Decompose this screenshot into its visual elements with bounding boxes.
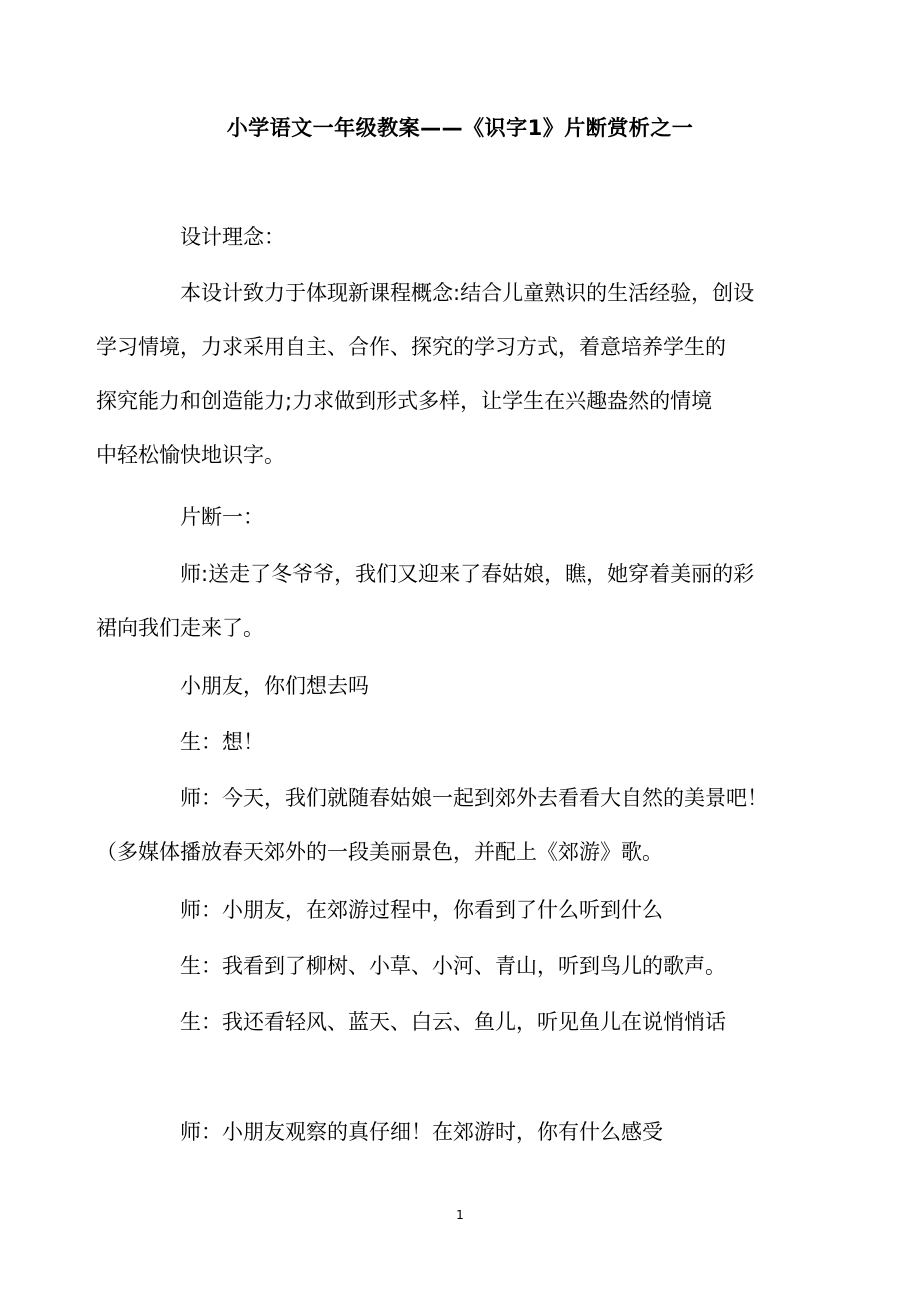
- text-line: 师：小朋友，在郊游过程中，你看到了什么听到什么: [180, 898, 663, 922]
- text-line: 师：小朋友观察的真仔细！在郊游时，你有什么感受: [180, 1120, 663, 1144]
- text-line: 生：想！: [180, 730, 264, 754]
- paragraph-teacher-question: [138, 883, 786, 937]
- paragraph-design-concept: [96, 266, 786, 482]
- text-line: 学习情境，力求采用自主、合作、探究的学习方式，着意培养学生的: [96, 335, 726, 359]
- paragraph-question: [138, 659, 786, 713]
- text-line: 中轻松愉快地识字。: [96, 443, 285, 467]
- text-line: 小朋友，你们想去吗: [180, 674, 369, 698]
- paragraph-teacher-praise: [138, 1105, 786, 1159]
- paragraph-teacher-today: [96, 771, 786, 879]
- text-line: 本设计致力于体现新课程概念:结合儿童熟识的生活经验，创设: [180, 281, 755, 305]
- text-line: 师:送走了冬爷爷，我们又迎来了春姑娘，瞧，她穿着美丽的彩: [180, 562, 755, 586]
- page-number: 1: [456, 1208, 464, 1222]
- paragraph-segment-heading: [138, 490, 786, 544]
- text-line: 裙向我们走来了。: [96, 616, 264, 640]
- text-line: 片断一：: [180, 505, 264, 529]
- document-title: 小学语文一年级教案——《识字1》片断赏析之一: [226, 116, 694, 140]
- paragraph-student-answer: [138, 715, 786, 769]
- text-line: 设计理念：: [180, 225, 285, 249]
- text-line: 师：今天，我们就随春姑娘一起到郊外去看看大自然的美景吧！: [180, 786, 768, 810]
- paragraph-student-answer-2: [138, 995, 786, 1049]
- paragraph-design-concept-heading: [138, 210, 786, 264]
- text-line: 生：我还看轻风、蓝天、白云、鱼儿，听见鱼儿在说悄悄话: [180, 1010, 726, 1034]
- text-line: 生：我看到了柳树、小草、小河、青山，听到鸟儿的歌声。: [180, 954, 726, 978]
- text-line: （多媒体播放春天郊外的一段美丽景色，并配上《郊游》歌。: [96, 840, 663, 864]
- text-line: 探究能力和创造能力;力求做到形式多样，让学生在兴趣盎然的情境: [96, 389, 713, 413]
- paragraph-student-answer-1: [138, 939, 786, 993]
- paragraph-teacher-intro: [96, 547, 786, 655]
